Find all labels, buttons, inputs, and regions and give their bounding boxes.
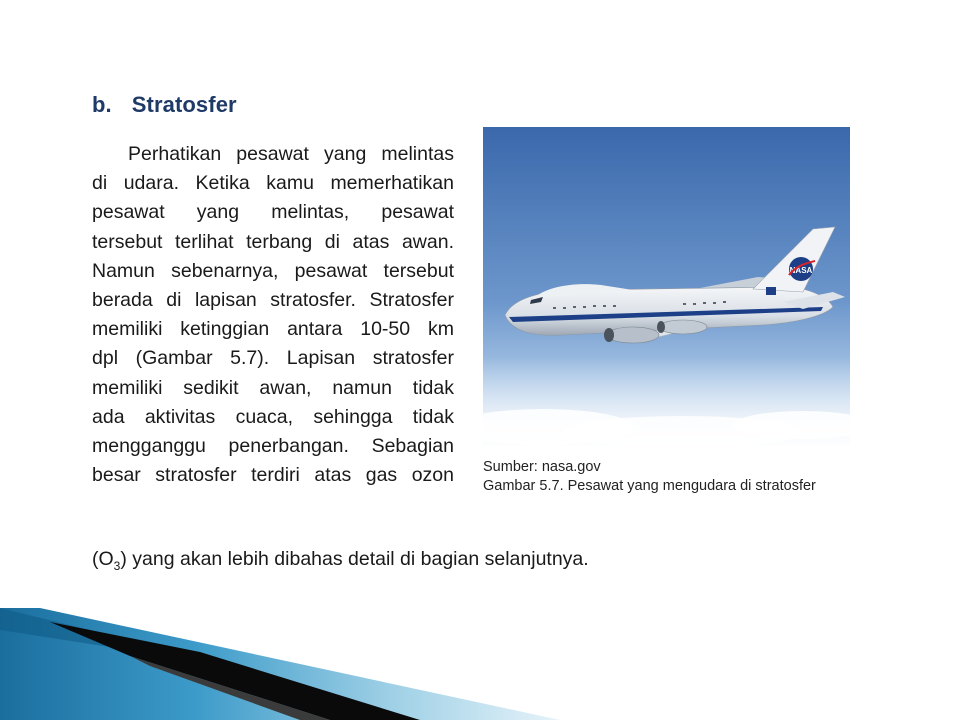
paragraph-line: berada di lapisan stratosfer. Stratosfer (92, 288, 454, 311)
paragraph-line: besar stratosfer terdiri atas gas ozon (92, 464, 454, 487)
figure-title: Gambar 5.7. Pesawat yang mengudara di stratosfer (483, 478, 816, 494)
paragraph-line: dpl (Gambar 5.7). Lapisan stratosfer (92, 347, 454, 370)
paragraph-line: tersebut terlihat terbang di atas awan. (92, 230, 454, 253)
ozone-formula-prefix: (O (92, 548, 114, 570)
figure-caption (483, 458, 816, 496)
paragraph-last-line (92, 545, 589, 581)
paragraph-line: Namun sebenarnya, pesawat tersebut (92, 259, 454, 282)
nasa-logo-text: NASA (789, 266, 813, 275)
paragraph-line: ada aktivitas cuaca, sehingga tidak (92, 405, 454, 428)
heading-title: Stratosfer (131, 92, 237, 117)
heading-marker: b. (92, 92, 112, 117)
section-heading (92, 92, 237, 118)
last-line-text: ) yang akan lebih dibahas detail di bagian selanjutnya. (120, 548, 589, 570)
paragraph-line: mengganggu penerbangan. Sebagian (92, 434, 454, 457)
airplane-photo (483, 127, 850, 446)
decorative-swoosh (0, 600, 960, 720)
paragraph-line: pesawat yang melintas, pesawat (92, 201, 454, 224)
ozone-subscript: 3 (113, 559, 121, 573)
paragraph-line: Perhatikan pesawat yang melintas (128, 143, 454, 165)
paragraph (92, 140, 454, 490)
paragraph-line: di udara. Ketika kamu memerhatikan (92, 172, 454, 195)
paragraph-line: memiliki sedikit awan, namun tidak (92, 376, 454, 399)
figure-source: Sumber: nasa.gov (483, 459, 601, 475)
paragraph-line: memiliki ketinggian antara 10-50 km (92, 318, 454, 341)
